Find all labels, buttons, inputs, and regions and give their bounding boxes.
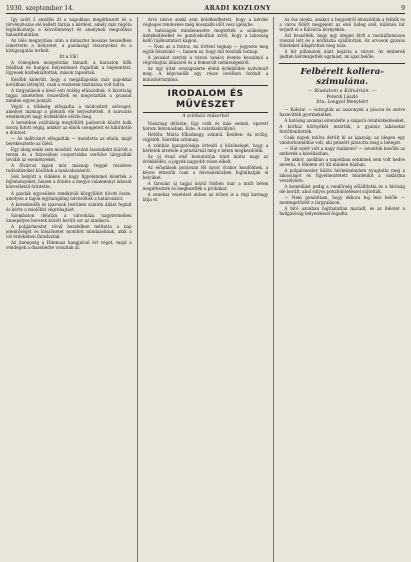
paragraph: Az ülés megnyitása után a miniszter hosszas beszédben ismertette a helyzetet, a gazdasági viszonyokat és a közigazgatás terheit. [6, 38, 132, 54]
paragraph: Az ügy iránt országszerte élénk érdeklődés nyilvánult meg. A képviselők egy része levélben fordult a minisztériumhoz. [142, 66, 269, 82]
feuilleton-author: Peterdi László [326, 95, 358, 101]
paragraph: A polgármester rövid beszédben méltatta a nap jelentőségét és köszönetet mondott mindazoknak, akik a cél érdekében fáradoztak. [6, 223, 132, 239]
feuilleton-note: Irta: Lengyel Menyhért [316, 100, 369, 106]
column-3 [273, 17, 405, 562]
paragraph: A teremben zsúfolásig megtöltött padsorok között halk moraj futott végig, amikor az elnök csengetett és kihirdette a döntést. [6, 119, 132, 135]
paragraph: A komédiást pedig a rendőrség előállította és a bíróság elé került, ahol súlyos pénzbüntetéssel sújtották. [279, 184, 406, 195]
section-subheading: A színházi műsorból [182, 113, 229, 119]
paragraph: A fővárosi lapok már másnap reggel részletes tudósításokat közöltek a tanácskozásról. [6, 163, 132, 174]
section-heading: IRODALOM ÉS MŰVÉSZET [143, 85, 269, 113]
paragraph: A polgármester külön hirdetményben nyugtatta meg a lakosságot és figyelmeztetett mindenkit a vaklárma veszélyeire. [279, 167, 406, 183]
paragraph: — Kolera! — suttogták az asszonyok a piacon és sietve hazavitték gyermekeiket. [279, 107, 406, 118]
paragraph: Az ünnepség a Himnusz hangjaival ért véget, majd a vendégek a díszebédre vonultak át. [6, 239, 132, 250]
paragraph: A társulat új tagjai közül többen már a múlt héten megérkeztek és megkezdték a próbákat. [142, 181, 269, 192]
paragraph: A tárgyalások a késő esti órákig elhúzódtak. A bizottság tagjai ismételten összeültek és megvitatták a javaslat minden egyes pontját. [6, 87, 132, 103]
paragraph: — Nem gondoltam, hogy ekkora baj lesz belőle — mentegetőzött a tárgyaláson. [279, 195, 406, 206]
header-date: 1930. szeptember 14. [6, 5, 75, 12]
columns [6, 17, 405, 562]
paragraph: A kereskedők és iparosok testülete szintén állást foglalt és kérte a mielőbbi végrehajtást. [6, 201, 132, 212]
paragraph: Az új évad első bemutatója iránt máris nagy az érdeklődés, a jegyek nagyobb része elkelt. [142, 153, 269, 164]
paragraph: Vasárnap délután: Egy csók és más semmi, operett három felvonásban. Este: A csárdáskirálynő. [142, 120, 269, 131]
header-page-number: 9 [401, 5, 405, 12]
paragraph: A hatóságok mindenesetre megtették a szükséges intézkedéseket és gondoskodtak arról, hogy a lakosság kellő tájékoztatást kapjon. [142, 28, 269, 44]
column-2 [137, 17, 269, 562]
feuilleton-subtitle: — Riadalom a Kálvárián. — [307, 88, 377, 95]
paragraph: Hétfőn: Mária főhadnagy, színmű. Kedden: Az ördög, vígjáték. Szerdán szünnap. [142, 131, 269, 142]
paragraph: A színház igazgatósága értesíti a közönséget, hogy a bérletek átvétele a pénztárnál még e héten megkezdődik. [142, 142, 269, 153]
paragraph: A bíró azonban hajthatatlan maradt, és az ítéletet a hallgatóság helyesléssel fogadta. [279, 206, 406, 217]
paragraph: Arra nézve senki sem kételkedhetett, hogy a kérdés végleges rendezése még hosszabb időt vesz igénybe. [142, 17, 269, 28]
paragraph: Csak napok múlva derült ki az igazság: az idegen egy vándorkomédiás volt, aki pénzért játszotta meg a beteget. [279, 134, 406, 145]
paragraph: Később kiderült, hogy a megállapodás már napokkal korábban létrejött, csak a részletek tisztázása volt hátra. [6, 76, 132, 87]
paragraph: Itt a Vili! [59, 54, 79, 60]
paragraph: A hatóság azonnal elrendelte a szigorú óvintézkedéseket. A kórház környékét lezárták, a gyanús lakásokat fertőtlenítették. [279, 118, 406, 134]
paragraph: A gazdák egyesülete rendkívüli közgyűlést hívott össze, amelyen a tagok egyhangúlag üdvözölték a határozatot. [6, 190, 132, 201]
paragraph: Szombaton délután a városháza nagytermében ünnepélyes keretek között került sor az átadásra. [6, 212, 132, 223]
paragraph: Az előadások pontosan fél nyolc órakor kezdődnek, a késve érkezők csak a felvonásközben foglalhatják el helyüket. [142, 164, 269, 181]
paragraph: — Hát ezért volt a nagy riadalom? — nevettek később az emberek a kávéházban. [279, 145, 406, 156]
page-header [6, 3, 405, 14]
paragraph: A javaslat szerint a városi tanács évente beszámol a végrehajtás állásáról és a felmerült nehézségekről. [142, 55, 269, 66]
paragraph: De akkor, azokban a napokban senkinek sem volt kedve nevetni. A félelem ott ült minden házban. [279, 156, 406, 167]
paragraph: A zenekar vezetését ebben az évben is a régi karnagy látja el. [142, 192, 269, 203]
column-1 [6, 17, 132, 562]
paragraph: Az ősz elején, amikor a hegyekről lehúzódtak a felhők és a város fölött megjelent az első hideg szél, különös hír terjedt el a Kálvária környékén. [279, 17, 406, 33]
paragraph: Azt beszélték, hogy egy idegen férfi a vasútállomáson rosszul lett és a kórházba szállították. Az orvosok gyanús tüneteket állapítottak meg nála. [279, 33, 406, 49]
paragraph: Sok helyütt a vidéken is nagy figyelemmel kísérték a fejleményeket, hiszen a döntés a megye valamennyi lakosát közvetlenül érintette. [6, 174, 132, 190]
header-title: ARADI KOZLONY [204, 5, 271, 12]
paragraph: — Az indítványt elfogadták — mondotta az elnök, majd berekesztette az ülést. [6, 136, 132, 147]
paragraph: Igy szólt ő amidőn itt a napokban megérkezett és a törvényhozás elé kellett tárnia a kérdést, amely már régóta foglalkoztatja a közvéleményt és amelynek megoldása halaszthatatlan. [6, 17, 132, 38]
feuilleton-byline [279, 95, 405, 105]
paragraph: A hír pillanatok alatt bejárta a várost. Az emberek ijedten kérdezgették egymást, mi igaz belőle. [279, 49, 406, 60]
paragraph: Egy ideig senki sem mozdult. Azután lassanként kiürült a terem és a folyosókon csoportokba verődve tárgyalták tovább az eseményeket. [6, 147, 132, 163]
feuilleton-title: Felbérelt kollera-szimulána. [279, 63, 405, 87]
paragraph: A tömegben mozgolódás támadt, a karzaton ülők felálltak és hangos helyesléssel fogadták a bejelentést. Egyesek közbekiáltottak, mások tapsoltak. [6, 60, 132, 76]
paragraph: — Nem az a fontos, mi történt tegnap — jegyezte meg egyik felszólaló —, hanem az, hogy mit teszünk holnap. [142, 44, 269, 55]
paragraph: Végül a többség elfogadta a módosított szöveget, amelyet másnap a plénum elé terjesztettek. A szavazás eredményét nagy érdeklődés előzte meg. [6, 103, 132, 119]
